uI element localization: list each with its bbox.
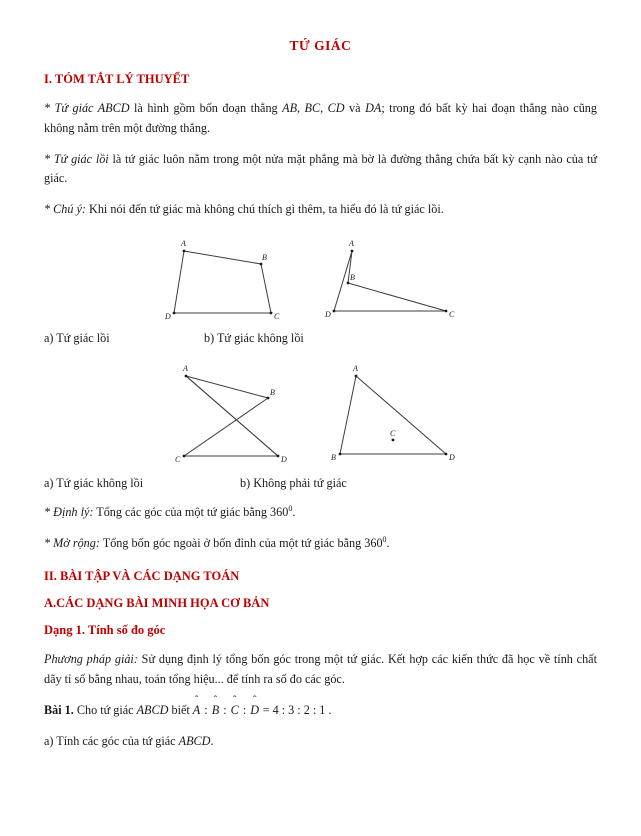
svg-text:B: B xyxy=(269,387,275,397)
p5-degree: 0 xyxy=(382,534,387,544)
term-phuong-phap-giai: Phương pháp giải: xyxy=(44,652,138,667)
figure-2-caption-a: a) Tứ giác không lồi xyxy=(44,475,144,490)
paragraph-definition-quadrilateral xyxy=(44,99,597,139)
svg-text:D: D xyxy=(448,452,455,462)
page-title: TỨ GIÁC xyxy=(289,38,352,53)
p4-rest: Tổng các góc của một tứ giác bằng 360 xyxy=(93,504,289,519)
exercise-1-ratio-values: = 4 : 3 : 2 : 1 . xyxy=(259,703,332,718)
paragraph-note xyxy=(44,200,597,220)
p3-rest: Khi nói đến tứ giác mà không chú thích gì thêm, ta hiểu đó là tứ giác lồi. xyxy=(85,202,444,217)
section-heading-theory: I. TÓM TẮT LÝ THUYẾT xyxy=(44,72,190,86)
exercise-1a-text: a) Tính các góc của tứ giác xyxy=(44,733,179,748)
method-rest: Sử dụng định lý tổng bốn góc trong một tứ giác. Kết hợp các kiến thức đã học về tính chất dãy tỉ số bằng nhau, toán tổng hiệu... để tính ra số đo các góc. xyxy=(44,652,597,687)
svg-text:A: A xyxy=(180,238,186,248)
segments-ab-bc-cd: AB, BC, CD xyxy=(282,101,345,115)
bullet-star-2: * xyxy=(44,151,51,166)
svg-text:D: D xyxy=(280,454,287,464)
term-chu-y: Chú ý: xyxy=(53,202,86,217)
exercise-1a-abcd: ABCD xyxy=(178,733,211,748)
figure-2-captions xyxy=(44,476,597,491)
bullet-star-5: * xyxy=(44,535,51,550)
svg-text:C: C xyxy=(273,311,279,321)
svg-text:A: A xyxy=(352,363,358,373)
section-heading-basic-forms: A.CÁC DẠNG BÀI MINH HỌA CƠ BẢN xyxy=(44,596,270,611)
term-dinh-ly: Định lý: xyxy=(53,504,94,519)
figure-1-captions xyxy=(44,331,597,346)
exercise-1-angle-ratio: A ˆ : B ˆ : C ˆ : D ˆ xyxy=(193,703,260,717)
bullet-star-1: * xyxy=(44,101,51,115)
svg-text:A: A xyxy=(348,238,354,248)
exercise-1-part-a xyxy=(44,732,597,752)
term-mo-rong: Mở rộng: xyxy=(53,535,100,550)
exercise-1-text2: biết xyxy=(168,703,193,718)
paragraph-method xyxy=(44,650,597,690)
exercise-1-label: Bài 1. xyxy=(44,703,74,718)
p1-and: và xyxy=(344,101,366,115)
p4-degree: 0 xyxy=(288,503,293,513)
p1-tail: ; trong đó bất kỳ hai đoạn thẳng nào cũng không nằm trên một đường thẳng. xyxy=(44,101,597,135)
paragraph-theorem xyxy=(44,503,597,523)
figure-1-svg xyxy=(156,231,486,323)
figure-2-caption-b: b) Không phải tứ giác xyxy=(240,475,347,490)
term-tu-giac-abcd: Tứ giác ABCD xyxy=(54,101,130,115)
paragraph-convex-quadrilateral xyxy=(44,150,597,190)
figure-1-caption-a: a) Tứ giác lồi xyxy=(44,330,110,345)
p4-end: . xyxy=(292,504,296,519)
svg-text:D: D xyxy=(324,309,331,319)
term-tu-giac-loi: Tứ giác lồi xyxy=(53,151,109,166)
exercise-1a-end: . xyxy=(210,733,214,748)
figure-2-svg xyxy=(156,358,486,468)
section-heading-form-1: Dạng 1. Tính số đo góc xyxy=(44,623,166,638)
svg-text:D: D xyxy=(164,311,171,321)
figure-1 xyxy=(44,231,597,323)
section-heading-exercises: II. BÀI TẬP VÀ CÁC DẠNG TOÁN xyxy=(44,569,240,584)
paragraph-extension xyxy=(44,534,597,554)
bullet-star-4: * xyxy=(44,504,51,519)
bullet-star-3: * xyxy=(44,202,51,217)
figure-1-caption-b: b) Tứ giác không lồi xyxy=(204,330,304,345)
p2-rest: là tứ giác luôn nằm trong một nửa mặt phẳng mà bờ là đường thẳng chứa bất kỳ cạnh nào của tứ giác. xyxy=(44,151,598,186)
angle-a: A ˆ xyxy=(193,701,201,721)
svg-text:B: B xyxy=(349,272,355,282)
p5-end: . xyxy=(386,535,390,550)
segment-da: DA xyxy=(365,101,382,115)
exercise-1-abcd: ABCD xyxy=(136,703,169,718)
angle-b: B ˆ xyxy=(212,701,220,721)
svg-text:B: B xyxy=(330,452,336,462)
svg-text:C: C xyxy=(174,454,180,464)
angle-d: D ˆ xyxy=(250,701,259,721)
svg-text:C: C xyxy=(389,428,395,438)
p1-rest: là hình gồm bốn đoạn thẳng xyxy=(129,101,283,115)
p5-rest: Tổng bốn góc ngoài ở bốn đỉnh của một tứ giác bằng 360 xyxy=(99,535,383,550)
exercise-1-text1: Cho tứ giác xyxy=(73,703,137,718)
exercise-1 xyxy=(44,701,597,721)
figure-2 xyxy=(44,358,597,468)
svg-text:A: A xyxy=(182,363,188,373)
svg-text:B: B xyxy=(261,252,267,262)
svg-text:C: C xyxy=(448,309,454,319)
angle-c: C ˆ xyxy=(231,701,240,721)
